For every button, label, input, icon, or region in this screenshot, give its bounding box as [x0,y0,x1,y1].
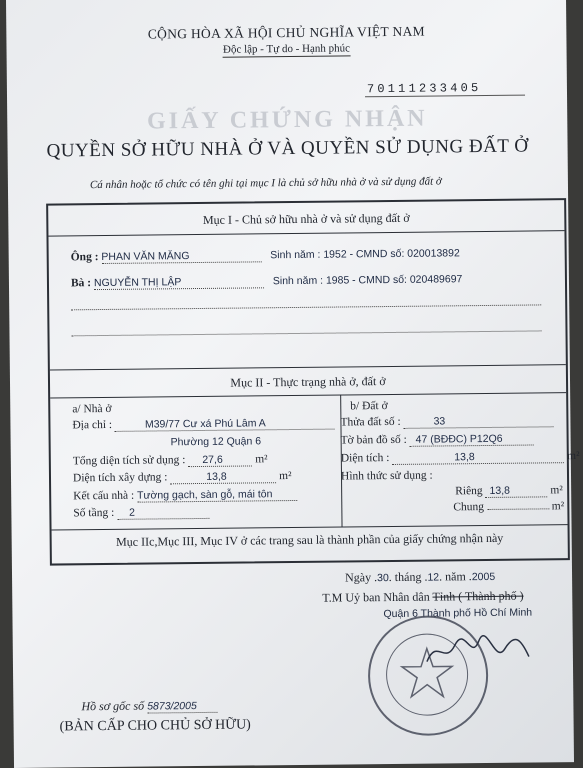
section1-heading: Mục I - Chủ sở hữu nhà ở và sử dụng đất ở [202,210,410,227]
address-row: Địa chỉ : M39/77 Cư xá Phú Lâm A [72,417,335,433]
section2-heading: Mục II - Thực trạng nhà ở, đất ở [230,374,386,390]
blank-line [71,304,541,310]
watermark-title: GIẤY CHỨNG NHẬN [146,105,428,135]
certificate-page [6,0,580,768]
nation-header: CỘNG HÒA XÃ HỘI CHỦ NGHĨA VIỆT NAM [147,23,425,42]
owner-row-2: Bà : NGUYỄN THỊ LẬP Sinh năm : 1985 - CMND số: 020489697 [70,273,463,290]
lot-row: Thửa đất số : 33 [340,414,553,429]
authority-line: T.M Uỷ ban Nhân dân Tỉnh ( Thành phố ) [322,588,524,605]
signature [423,631,533,672]
map-row: Tờ bản đồ số : 47 (BĐĐC) P12Q6 [341,432,534,447]
structure-row: Kết cấu nhà : Tường gạch, sàn gỗ, mái tôn [73,488,297,503]
built-area-row: Diện tích xây dựng : 13,8 m² [72,470,292,485]
note-text: Mục IIc,Mục III, Mục IV ở các trang sau là thành phần của giấy chứng nhận này [116,530,504,549]
private-row: Riêng 13,8 m² [455,484,563,498]
land-heading: b/ Đất ở [350,400,388,413]
owner-row-1: Ông : PHAN VĂN MĂNG Sinh năm : 1952 - CMND số: 020013892 [70,247,460,264]
total-area-row: Tổng diện tích sử dụng : 27,6 m² [72,453,268,468]
issue-date: Ngày .30. tháng .12. năm .2005 [344,569,496,585]
district-stamp-text: Quận 6 Thành phố Hồ Chí Minh [383,606,533,621]
serial-number: 70111233405 [366,81,482,97]
land-area-row: Diện tích : 13,8 m² [340,450,580,465]
house-heading: a/ Nhà ở [72,402,112,416]
intro-text: Cá nhân hoặc tổ chức có tên ghi tại mục I là chủ sở hữu nhà ở và sử dụng đất ở [89,175,442,192]
file-number: Hồ sơ gốc số 5873/2005 [81,698,217,714]
divider [48,230,564,236]
blank-line [72,330,542,336]
divider [52,524,568,530]
main-title: QUYỀN SỞ HỮU NHÀ Ở VÀ QUYỀN SỬ DỤNG ĐẤT Ở [46,135,529,162]
usage-row: Hình thức sử dụng : [340,469,433,483]
address-line-2: Phường 12 Quận 6 [170,435,262,449]
copy-note: (BẢN CẤP CHO CHỦ SỞ HỮU) [59,717,251,735]
certificate-frame [46,198,580,565]
floors-row: Số tầng : 2 [73,506,209,520]
divider [50,392,566,398]
divider [50,364,566,370]
motto: Độc lập - Tự do - Hạnh phúc [222,42,351,56]
shared-row: Chung m² [453,500,565,514]
